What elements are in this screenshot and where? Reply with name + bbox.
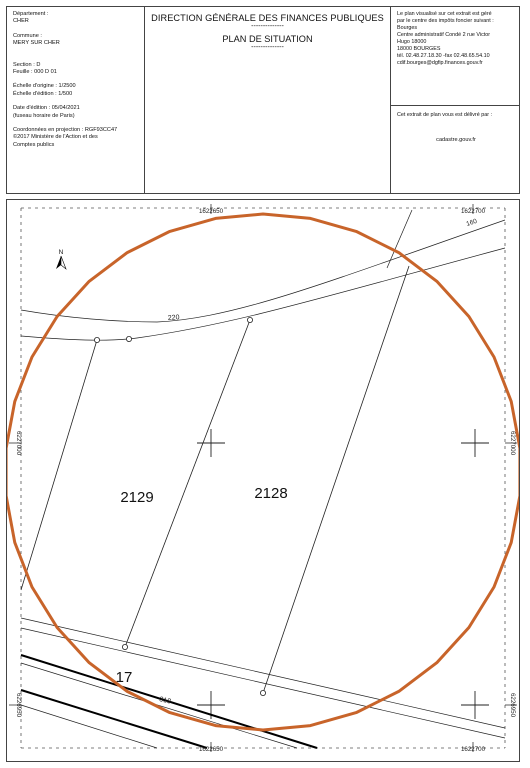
info-line: par le centre des impôts foncier suivant :: [397, 18, 494, 24]
departement-label: Département :: [13, 11, 49, 17]
coord-bottom-left: 1622650: [198, 746, 224, 753]
fuseau-text: (fuseau horaire de Paris): [13, 112, 75, 119]
coord-left-bottom: 6226950: [15, 692, 22, 718]
cadastral-map: [7, 200, 519, 761]
service-info-box: [391, 7, 519, 105]
coord-bottom-right: 1622700: [460, 746, 486, 753]
document-subtitle: PLAN DE SITUATION: [222, 34, 313, 44]
parcel-number: 2128: [254, 485, 288, 502]
road-label: 160: [465, 217, 478, 228]
north-arrow-icon: [56, 256, 66, 269]
commune-value: MERY SUR CHER: [13, 40, 60, 47]
echelle-edition-text: Échelle d'édition : 1/500: [13, 90, 73, 97]
parcel-number: 2129: [120, 489, 154, 506]
road-label: 220: [167, 314, 180, 322]
grid-crosses: [197, 429, 489, 719]
cartouche-header: [6, 6, 520, 194]
title-dashes: --------------: [251, 23, 284, 30]
road-label: 318: [158, 696, 172, 706]
coord-left-mid: 6227000: [15, 430, 22, 456]
info-line: Le plan visualisé sur cet extrait est géré: [397, 11, 492, 17]
date-edition-text: Date d'édition : 05/04/2021: [13, 105, 80, 112]
road-lines: [21, 210, 505, 738]
copyright-line-1: ©2017 Ministère de l'Action et des: [13, 134, 98, 141]
coord-right-mid: 6227000: [509, 430, 516, 456]
railway-thin-lines: [21, 663, 297, 748]
map-frame: [6, 199, 520, 762]
delivery-label: Cet extrait de plan vous est délivré par :: [397, 112, 492, 118]
title-column: [145, 7, 391, 193]
document-title: DIRECTION GÉNÉRALE DES FINANCES PUBLIQUES: [151, 13, 384, 23]
parcel-info-column: [7, 7, 145, 193]
info-line: Bourges: [397, 25, 418, 31]
commune-label: Commune :: [13, 32, 42, 39]
info-line: Hugo 18000: [397, 39, 427, 45]
boundary-markers: [94, 317, 265, 695]
north-label: N: [58, 249, 64, 256]
coordonnees-text: Coordonnées en projection : RGF93CC47: [13, 127, 118, 134]
coord-right-bottom: 6226950: [509, 692, 516, 718]
parcel-number: 17: [115, 669, 133, 686]
departement-value: CHER: [13, 18, 29, 25]
coord-top-right: 1622700: [460, 208, 486, 215]
coord-top-left: 1622650: [198, 208, 224, 215]
info-line: 18000 BOURGES: [397, 46, 441, 52]
delivery-site: cadastre.gouv.fr: [436, 137, 476, 143]
copyright-line-2: Comptes publics: [13, 141, 55, 148]
subtitle-dashes: --------------: [251, 44, 284, 51]
info-line: tél. 02.48.27.18.30 -fax 02.48.65.54.10: [397, 53, 490, 59]
search-area-circle: [7, 214, 519, 730]
info-line: Centre administratif Condé 2 rue Victor: [397, 32, 491, 38]
info-line: cdif.bourges@dgfip.finances.gouv.fr: [397, 60, 483, 66]
service-column: [391, 7, 519, 193]
feuille-text: Feuille : 000 D 01: [13, 69, 57, 76]
parcel-boundaries: [21, 266, 409, 693]
delivery-box: [391, 105, 519, 193]
section-text: Section : D: [13, 61, 41, 68]
echelle-origine-text: Échelle d'origine : 1/2500: [13, 83, 76, 90]
